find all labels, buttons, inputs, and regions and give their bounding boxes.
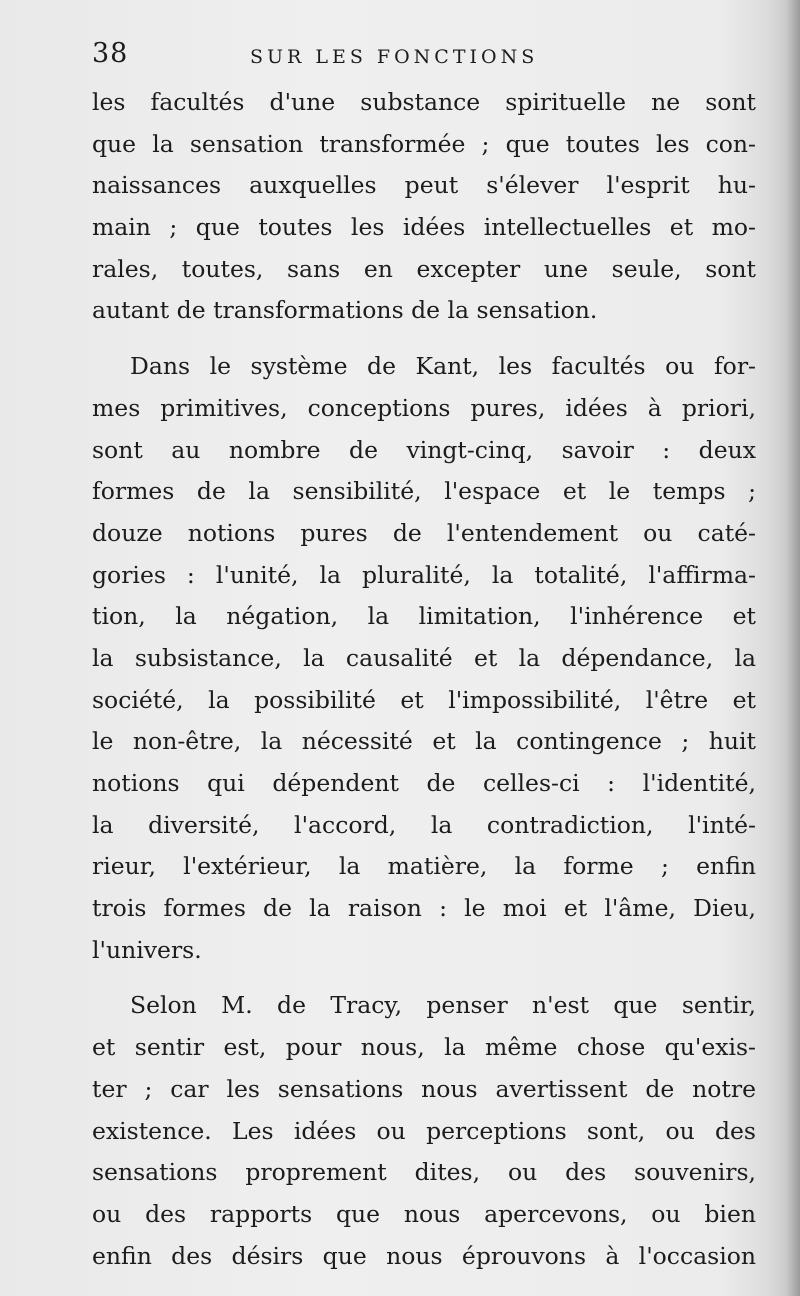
text-line: ou des rapports que nous apercevons, ou bien bbox=[92, 1199, 756, 1228]
text-line: sensations proprement dites, ou des souvenirs, bbox=[92, 1158, 756, 1187]
text-line: mes primitives, conceptions pures, idées à priori, bbox=[92, 393, 756, 422]
text-line: société, la possibilité et l'impossibilité, l'être et bbox=[92, 685, 756, 714]
text-line: et sentir est, pour nous, la même chose qu'exis- bbox=[92, 1033, 756, 1062]
text-line: naissances auxquelles peut s'élever l'esprit hu- bbox=[92, 171, 756, 200]
text-line: main ; que toutes les idées intellectuelles et mo- bbox=[92, 213, 756, 242]
page-number: 38 bbox=[92, 38, 129, 69]
text-line: tion, la négation, la limitation, l'inhérence et bbox=[92, 602, 756, 631]
text-line: douze notions pures de l'entendement ou caté- bbox=[92, 518, 756, 547]
text-line: formes de la sensibilité, l'espace et le temps ; bbox=[92, 477, 756, 506]
text-line: que la sensation transformée ; que toutes les con- bbox=[92, 129, 756, 158]
text-line: rieur, l'extérieur, la matière, la forme ; enfin bbox=[92, 852, 756, 881]
paragraph-1 bbox=[92, 82, 756, 332]
text-line: autant de transformations de la sensation. bbox=[92, 296, 598, 325]
text-line: l'univers. bbox=[92, 935, 202, 964]
text-line: ter ; car les sensations nous avertissent de notre bbox=[92, 1074, 756, 1103]
text-line: notions qui dépendent de celles-ci : l'identité, bbox=[92, 769, 756, 797]
text-line: trois formes de la raison : le moi et l'âme, Dieu, bbox=[92, 894, 756, 923]
text-line: existence. Les idées ou perceptions sont, ou des bbox=[92, 1116, 756, 1145]
text-line: la diversité, l'accord, la contradiction, l'inté- bbox=[92, 810, 756, 839]
text-line: Dans le système de Kant, les facultés ou for- bbox=[130, 352, 756, 381]
text-line: Selon M. de Tracy, penser n'est que sentir, bbox=[130, 991, 756, 1020]
paragraph-2 bbox=[92, 346, 756, 971]
paragraph-3 bbox=[92, 985, 756, 1277]
text-line: les facultés d'une substance spirituelle ne sont bbox=[92, 88, 756, 116]
text-line: enfin des désirs que nous éprouvons à l'occasion bbox=[92, 1241, 756, 1270]
text-line: sont au nombre de vingt-cinq, savoir : deux bbox=[92, 435, 756, 464]
text-line: gories : l'unité, la pluralité, la totalité, l'affirma- bbox=[92, 560, 756, 589]
text-line: la subsistance, la causalité et la dépendance, la bbox=[92, 643, 756, 672]
text-line: le non-être, la nécessité et la contingence ; huit bbox=[92, 727, 756, 756]
running-head: SUR LES FONCTIONS bbox=[250, 46, 539, 68]
page-header bbox=[92, 38, 762, 78]
text-line: rales, toutes, sans en excepter une seule, sont bbox=[92, 254, 756, 283]
page-edge-shadow bbox=[786, 0, 800, 1296]
body-text bbox=[92, 82, 756, 1277]
